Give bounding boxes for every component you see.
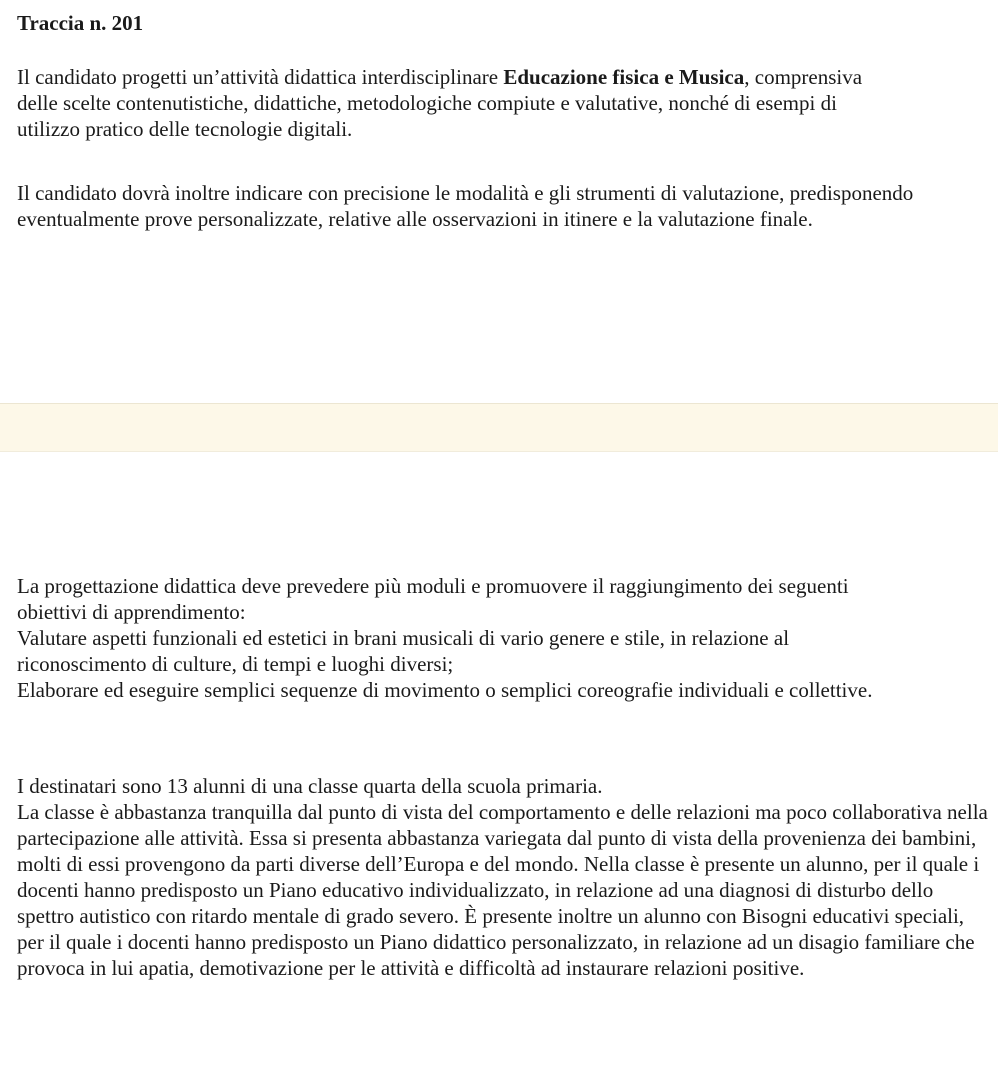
document-title: Traccia n. 201 [17,11,144,35]
evaluation-paragraph: Il candidato dovrà inoltre indicare con precisione le modalità e gli strumenti di valutazione, predisponendo eventualmente prove personalizzate, relative alle osservazioni in itinere e la valutazione finale. [17,181,914,231]
intro-paragraph [17,64,877,142]
class-block [17,773,992,981]
class-description: La classe è abbastanza tranquilla dal punto di vista del comportamento e delle relazioni ma poco collaborativa nella partecipazione alle attività. Essa si presenta abbastanza variegata dal punto di vista della provenienza dei bambini, molti di essi provengono da parti diverse dell’Europa e del mondo. Nella classe è presente un alunno, per il quale i docenti hanno predisposto un Piano educativo individualizzato, in relazione ad una diagnosi di disturbo dello spettro autistico con ritardo mentale di grado severo. È presente inoltre un alunno con Bisogni educativi speciali, per il quale i docenti hanno predisposto un Piano didattico personalizzato, in relazione ad un disagio familiare che provoca in lui apatia, demotivazione per le attività e difficoltà ad instaurare relazioni positive. [17,800,988,980]
intro-suffix: , comprensiva delle scelte contenutistiche, didattiche, metodologiche compiute e valutative, nonché di esempi di utilizzo pratico delle tecnologie digitali. [17,65,863,141]
objective-2: Elaborare ed eseguire semplici sequenze di movimento o semplici coreografie individuali e collettive. [17,678,873,702]
recipients-line: I destinatari sono 13 alunni di una classe quarta della scuola primaria. [17,774,603,798]
intro-block [17,64,877,142]
intro-prefix: Il candidato progetti un’attività didattica interdisciplinare [17,65,504,89]
intro-subjects: Educazione fisica e Musica [503,65,745,89]
objectives-block [17,573,877,703]
evaluation-block [17,180,937,232]
objective-1: Valutare aspetti funzionali ed estetici in brani musicali di vario genere e stile, in relazione al riconoscimento di culture, di tempi e luoghi diversi; [17,626,790,676]
page-separator [0,403,998,452]
objectives-intro: La progettazione didattica deve prevedere più moduli e promuovere il raggiungimento dei seguenti obiettivi di apprendimento: [17,574,849,624]
document-title-block [17,10,992,36]
page-2 [0,452,998,1071]
page-1 [0,0,998,403]
